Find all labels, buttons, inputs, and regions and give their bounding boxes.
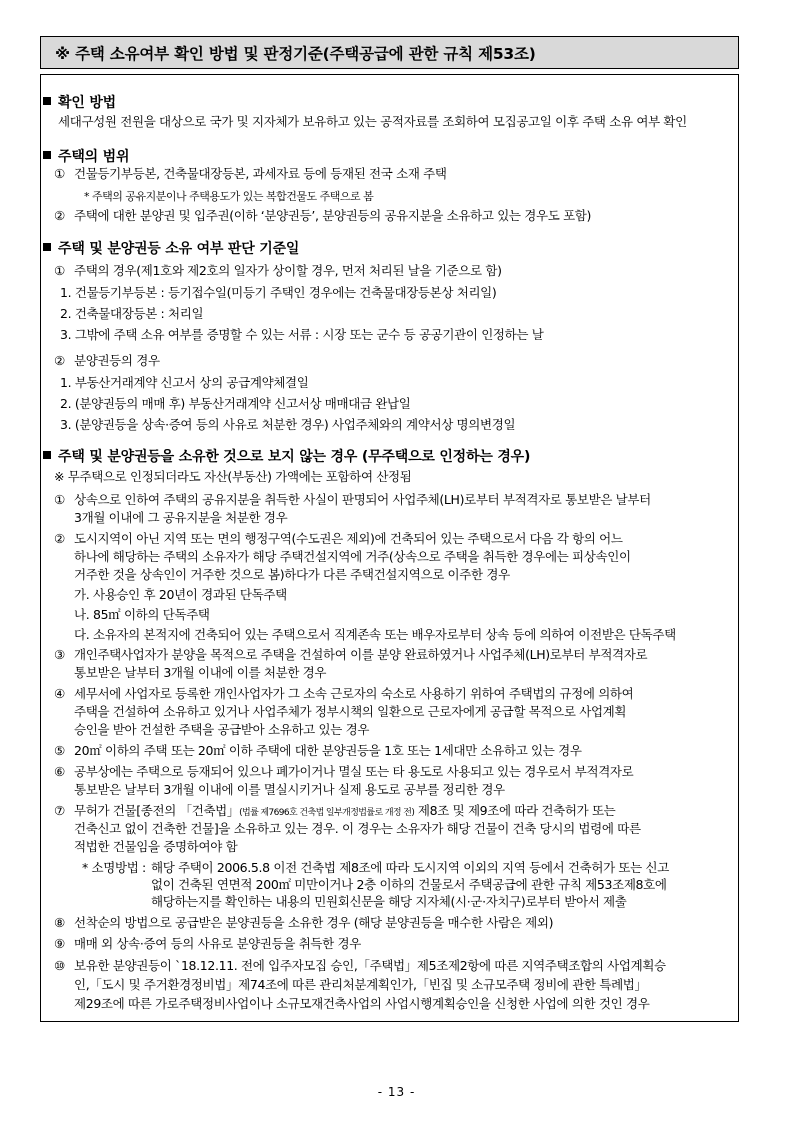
- exception-10-line: 보유한 분양권등이 `18.12.11. 전에 입주자모집 승인,「주택법」제5조제2항에 따른 지역주택조합의 사업계획승: [74, 958, 666, 973]
- marker-1: ①: [54, 166, 66, 181]
- page-number: - 13 -: [377, 1085, 416, 1099]
- section-heading-scope: 주택의 범위: [43, 146, 129, 166]
- exception-7-line: 무허가 건물[종전의 「건축법」(법률 제7696호 건축법 일부개정법률로 개정 전) 제8조 및 제9조에 따라 건축허가 또는: [74, 803, 616, 818]
- marker-1: ①: [54, 263, 66, 278]
- exception-7-note-line: 해당 주택이 2006.5.8 이전 건축법 제8조에 따라 도시지역 이외의 지역 등에서 건축허가 또는 신고: [151, 860, 669, 875]
- exception-3-line: 개인주택사업자가 분양을 목적으로 주택을 건설하여 이를 분양 완료하였거나 사업주체(LH)로부터 부적격자로: [74, 647, 648, 662]
- exception-7-note-line: 해당하는지를 확인하는 내용의 민원회신문을 해당 지자체(시·군·자치구)로부터 받아서 제출: [151, 894, 627, 909]
- marker-6: ⑥: [54, 764, 66, 779]
- marker-2: ②: [54, 208, 66, 223]
- exception-8-line: 선착순의 방법으로 공급받은 분양권등을 소유한 경우 (해당 분양권등을 매수한 사람은 제외): [74, 915, 554, 930]
- exception-7-note-line: 없이 건축된 연면적 200㎡ 미만이거나 2층 이하의 건물로서 주택공급에 관한 규칙 제53조제8호에: [151, 877, 667, 892]
- basis-rights: 분양권등의 경우: [74, 353, 160, 368]
- exception-4-line: 주택을 건설하여 소유하고 있거나 사업주체가 정부시책의 일환으로 근로자에게 공급할 목적으로 사업계획: [74, 704, 627, 719]
- scope-note: * 주택의 공유지분이나 주택용도가 있는 복합건물도 주택으로 봄: [84, 190, 374, 203]
- marker-4: ④: [54, 686, 66, 701]
- exception-7-line: 건축신고 없이 건축한 건물]을 소유하고 있는 경우. 이 경우는 소유자가 해당 건물이 건축 당시의 법령에 따른: [74, 821, 641, 836]
- marker-2: ②: [54, 353, 66, 368]
- exception-1-line: 3개월 이내에 그 공유지분을 처분한 경우: [74, 510, 288, 525]
- exception-2-line: 하나에 해당하는 주택의 소유자가 해당 주택건설지역에 거주(상속으로 주택을 취득한 경우에는 피상속인이: [74, 549, 631, 564]
- exception-6-line: 통보받은 날부터 3개월 이내에 이를 멸실시키거나 실제 용도로 공부를 정리한 경우: [74, 782, 505, 797]
- marker-10: ⑩: [54, 958, 66, 973]
- basis-rights-item: 3. (분양권등을 상속·증여 등의 사유로 처분한 경우) 사업주체와의 계약서상 명의변경일: [60, 417, 516, 432]
- method-text: 세대구성원 전원을 대상으로 국가 및 지자체가 보유하고 있는 공적자료를 조회하여 모집공고일 이후 주택 소유 여부 확인: [58, 114, 687, 129]
- exception-1-line: 상속으로 인하여 주택의 공유지분을 취득한 사실이 판명되어 사업주체(LH)로부터 부적격자로 통보받은 날부터: [74, 492, 651, 507]
- basis-house-item: 1. 건물등기부등본 : 등기접수일(미등기 주택인 경우에는 건축물대장등본상 처리일): [60, 285, 497, 300]
- marker-5: ⑤: [54, 743, 66, 758]
- scope-item-2: 주택에 대한 분양권 및 입주권(이하 ‘분양권등’, 분양권등의 공유지분을 소유하고 있는 경우도 포함): [74, 208, 592, 223]
- section-heading-method: 확인 방법: [43, 92, 116, 112]
- basis-rights-item: 2. (분양권등의 매매 후) 부동산거래계약 신고서상 매매대금 완납일: [60, 396, 411, 411]
- exception-2-sub: 가. 사용승인 후 20년이 경과된 단독주택: [74, 587, 287, 602]
- exception-2-sub: 나. 85㎡ 이하의 단독주택: [74, 607, 210, 622]
- basis-house-item: 3. 그밖에 주택 소유 여부를 증명할 수 있는 서류 : 시장 또는 군수 등 공공기관이 인정하는 날: [60, 327, 544, 342]
- exception-10-line: 인,「도시 및 주거환경정비법」제74조에 따른 관리처분계획인가,「빈집 및 소규모주택 정비에 관한 특례법」: [74, 977, 647, 992]
- exception-4-line: 세무서에 사업자로 등록한 개인사업자가 그 소속 근로자의 숙소로 사용하기 위하여 주택법의 규정에 의하여: [74, 686, 634, 701]
- exception-4-line: 승인을 받아 건설한 주택을 공급받아 소유하고 있는 경우: [74, 722, 370, 737]
- exception-7-line: 적법한 건물임을 증명하여야 함: [74, 839, 238, 854]
- marker-2: ②: [54, 531, 66, 546]
- exception-9-line: 매매 외 상속·증여 등의 사유로 분양권등을 취득한 경우: [74, 936, 361, 951]
- marker-7: ⑦: [54, 803, 66, 818]
- exceptions-note: ※ 무주택으로 인정되더라도 자산(부동산) 가액에는 포함하여 산정됨: [54, 469, 412, 484]
- section-heading-exceptions: 주택 및 분양권등을 소유한 것으로 보지 않는 경우 (무주택으로 인정하는 경우): [43, 446, 530, 466]
- page-title: ※ 주택 소유여부 확인 방법 및 판정기준(주택공급에 관한 규칙 제53조): [40, 36, 739, 69]
- square-bullet-icon: [43, 151, 51, 159]
- basis-house-item: 2. 건축물대장등본 : 처리일: [60, 306, 204, 321]
- marker-8: ⑧: [54, 915, 66, 930]
- exception-3-line: 통보받은 날부터 3개월 이내에 이를 처분한 경우: [74, 665, 327, 680]
- marker-3: ③: [54, 647, 66, 662]
- square-bullet-icon: [43, 97, 51, 105]
- exception-2-sub: 다. 소유자의 본적지에 건축되어 있는 주택으로서 직계존속 또는 배우자로부터 상속 등에 의하여 이전받은 단독주택: [74, 627, 676, 642]
- exception-6-line: 공부상에는 주택으로 등재되어 있으나 폐가이거나 멸실 또는 타 용도로 사용되고 있는 경우로서 부적격자로: [74, 764, 634, 779]
- exception-2-line: 거주한 것을 상속인이 거주한 것으로 봄)하다가 다른 주택건설지역으로 이주한 경우: [74, 567, 510, 582]
- section-heading-basis: 주택 및 분양권등 소유 여부 판단 기준일: [43, 238, 299, 258]
- scope-item-1: 건물등기부등본, 건축물대장등본, 과세자료 등에 등재된 전국 소재 주택: [74, 166, 447, 181]
- marker-9: ⑨: [54, 936, 66, 951]
- exception-2-line: 도시지역이 아닌 지역 또는 면의 행정구역(수도권은 제외)에 건축되어 있는 주택으로서 다음 각 항의 어느: [74, 531, 623, 546]
- exception-5-line: 20㎡ 이하의 주택 또는 20㎡ 이하 주택에 대한 분양권등을 1호 또는 1세대만 소유하고 있는 경우: [74, 743, 582, 758]
- marker-1: ①: [54, 492, 66, 507]
- basis-rights-item: 1. 부동산거래계약 신고서 상의 공급계약체결일: [60, 375, 309, 390]
- basis-house: 주택의 경우(제1호와 제2호의 일자가 상이할 경우, 먼저 처리된 날을 기준으로 함): [74, 263, 502, 278]
- exception-7-note-label: * 소명방법 :: [82, 860, 146, 875]
- square-bullet-icon: [43, 243, 51, 251]
- exception-10-line: 제29조에 따른 가로주택정비사업이나 소규모재건축사업의 사업시행계획승인을 신청한 사업에 의한 것인 경우: [74, 996, 650, 1011]
- square-bullet-icon: [43, 451, 51, 459]
